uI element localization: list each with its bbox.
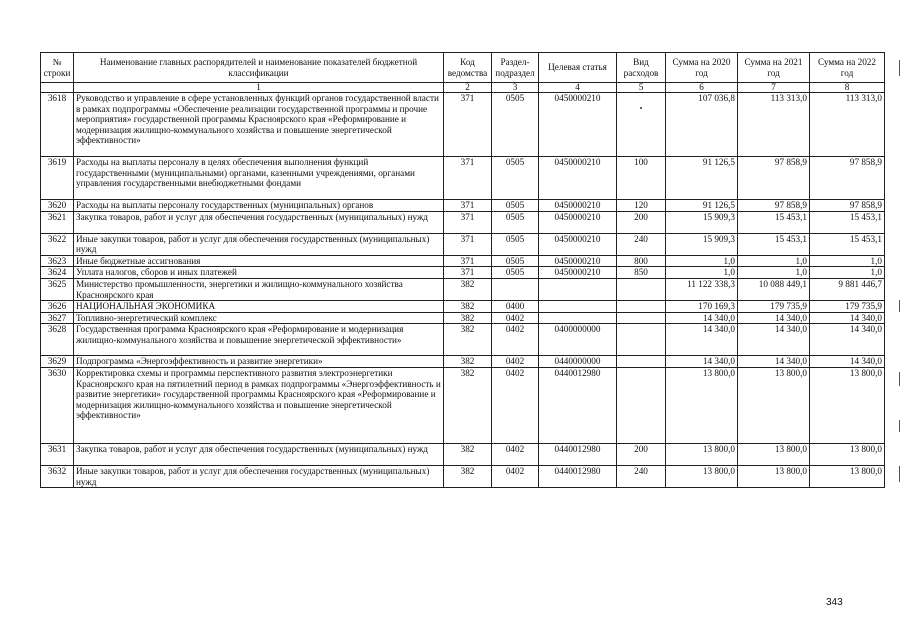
row-sum-2022-cell: 179 735,9 xyxy=(810,301,885,313)
row-dept-code-cell: 382 xyxy=(444,367,492,443)
row-name-cell: Руководство и управление в сфере установленных функций органов государственной власти в рамках подпрограммы «Обеспечение реализации государственной программы и прочие мероприятия» государственной программы Красноярского края «Реформирование и модернизация жилищно-коммунального хозяйства и повышение энергетической эффективности» xyxy=(74,93,444,157)
row-sum-2020-cell: 13 800,0 xyxy=(666,465,738,487)
row-expense-type-cell: 200 xyxy=(617,443,666,465)
row-sum-2021-cell: 10 088 449,1 xyxy=(738,278,810,300)
row-sum-2020-cell: 13 800,0 xyxy=(666,443,738,465)
row-sum-2021-cell: 13 800,0 xyxy=(738,443,810,465)
row-sum-2022-cell: 15 453,1 xyxy=(810,233,885,255)
scan-edge-mark xyxy=(899,372,900,386)
header-section: Раздел-подраздел xyxy=(492,53,539,83)
row-sum-2022-cell: 9 881 446,7 xyxy=(810,278,885,300)
row-expense-type-cell xyxy=(617,301,666,313)
index-cell: 8 xyxy=(810,83,885,93)
row-expense-type-cell: 100 xyxy=(617,157,666,200)
row-sum-2021-cell: 97 858,9 xyxy=(738,157,810,200)
header-expense-type: Вид расходов xyxy=(617,53,666,83)
row-expense-type-cell: 850 xyxy=(617,267,666,279)
row-expense-type-cell: 200 xyxy=(617,211,666,233)
row-number-cell: 3632 xyxy=(41,465,74,487)
row-expense-type-cell xyxy=(617,278,666,300)
row-sum-2021-cell: 1,0 xyxy=(738,255,810,267)
row-expense-type-cell: 800 xyxy=(617,255,666,267)
row-name-cell: Корректировка схемы и программы перспективного развития электроэнергетики Красноярского края на пятилетний период в рамках подпрограммы «Энергоэффективность и развитие энергетики» государственной программы Красноярского края «Реформирование и модернизация жилищно-коммунального хозяйства и повышение энергетической эффективности» xyxy=(74,367,444,443)
row-name-cell: НАЦИОНАЛЬНАЯ ЭКОНОМИКА xyxy=(74,301,444,313)
table-row xyxy=(41,443,885,465)
row-target-cell: 0450000210 xyxy=(539,157,617,200)
row-sum-2020-cell: 1,0 xyxy=(666,267,738,279)
row-name-cell: Государственная программа Красноярского края «Реформирование и модернизация жилищно-коммунального хозяйства и повышение энергетической эффективности» xyxy=(74,324,444,356)
header-sum-2021: Сумма на 2021 год xyxy=(738,53,810,83)
scan-edge-mark xyxy=(899,300,900,312)
row-section-cell: 0402 xyxy=(492,356,539,368)
row-dept-code-cell: 382 xyxy=(444,278,492,300)
row-dept-code-cell: 371 xyxy=(444,200,492,212)
row-sum-2020-cell: 14 340,0 xyxy=(666,356,738,368)
row-dept-code-cell: 382 xyxy=(444,465,492,487)
budget-table-sheet xyxy=(40,52,884,488)
row-dept-code-cell: 382 xyxy=(444,443,492,465)
row-sum-2022-cell: 1,0 xyxy=(810,267,885,279)
row-target-cell: 0450000210 xyxy=(539,233,617,255)
header-dept-code: Код ведомства xyxy=(444,53,492,83)
table-row xyxy=(41,157,885,200)
index-cell: 6 xyxy=(666,83,738,93)
row-expense-type-cell: 120 xyxy=(617,200,666,212)
row-section-cell: 0402 xyxy=(492,367,539,443)
row-sum-2021-cell: 97 858,9 xyxy=(738,200,810,212)
budget-table xyxy=(40,52,885,488)
row-dept-code-cell: 371 xyxy=(444,211,492,233)
index-cell: 5 xyxy=(617,83,666,93)
row-section-cell: 0505 xyxy=(492,211,539,233)
row-section-cell: 0505 xyxy=(492,233,539,255)
row-number-cell: 3631 xyxy=(41,443,74,465)
row-number-cell: 3630 xyxy=(41,367,74,443)
row-sum-2022-cell: 113 313,0 xyxy=(810,93,885,157)
row-section-cell: 0402 xyxy=(492,465,539,487)
header-name: Наименование главных распорядителей и наименование показателей бюджетной классификации xyxy=(74,53,444,83)
row-sum-2020-cell: 11 122 338,3 xyxy=(666,278,738,300)
header-sum-2020: Сумма на 2020 год xyxy=(666,53,738,83)
row-sum-2021-cell: 179 735,9 xyxy=(738,301,810,313)
index-cell: 1 xyxy=(74,83,444,93)
row-sum-2020-cell: 14 340,0 xyxy=(666,324,738,356)
index-row xyxy=(41,83,885,93)
index-cell: 4 xyxy=(539,83,617,93)
row-number-cell: 3624 xyxy=(41,267,74,279)
row-section-cell: 0402 xyxy=(492,312,539,324)
row-sum-2022-cell: 1,0 xyxy=(810,255,885,267)
row-number-cell: 3628 xyxy=(41,324,74,356)
row-sum-2020-cell: 14 340,0 xyxy=(666,312,738,324)
row-number-cell: 3625 xyxy=(41,278,74,300)
row-dept-code-cell: 382 xyxy=(444,312,492,324)
row-sum-2022-cell: 13 800,0 xyxy=(810,367,885,443)
index-cell: 2 xyxy=(444,83,492,93)
scan-dot-mark xyxy=(640,107,642,109)
table-row xyxy=(41,267,885,279)
row-target-cell: 0440000000 xyxy=(539,356,617,368)
row-dept-code-cell: 371 xyxy=(444,267,492,279)
row-dept-code-cell: 371 xyxy=(444,233,492,255)
row-sum-2020-cell: 1,0 xyxy=(666,255,738,267)
row-sum-2021-cell: 113 313,0 xyxy=(738,93,810,157)
row-expense-type-cell xyxy=(617,324,666,356)
index-cell: 7 xyxy=(738,83,810,93)
table-row xyxy=(41,93,885,157)
scan-edge-mark xyxy=(899,420,900,432)
row-section-cell: 0400 xyxy=(492,301,539,313)
table-row xyxy=(41,233,885,255)
row-section-cell: 0505 xyxy=(492,200,539,212)
row-number-cell: 3622 xyxy=(41,233,74,255)
row-number-cell: 3621 xyxy=(41,211,74,233)
row-sum-2021-cell: 14 340,0 xyxy=(738,356,810,368)
row-section-cell: 0505 xyxy=(492,255,539,267)
row-sum-2022-cell: 14 340,0 xyxy=(810,312,885,324)
header-row-number: № строки xyxy=(41,53,74,83)
scan-edge-mark xyxy=(899,60,900,76)
table-row xyxy=(41,278,885,300)
row-number-cell: 3623 xyxy=(41,255,74,267)
row-expense-type-cell xyxy=(617,312,666,324)
row-dept-code-cell: 382 xyxy=(444,356,492,368)
row-name-cell: Закупка товаров, работ и услуг для обеспечения государственных (муниципальных) нужд xyxy=(74,211,444,233)
row-name-cell: Иные бюджетные ассигнования xyxy=(74,255,444,267)
row-sum-2022-cell: 97 858,9 xyxy=(810,200,885,212)
table-row xyxy=(41,367,885,443)
row-name-cell: Закупка товаров, работ и услуг для обеспечения государственных (муниципальных) нужд xyxy=(74,443,444,465)
row-dept-code-cell: 371 xyxy=(444,93,492,157)
table-row xyxy=(41,301,885,313)
row-sum-2021-cell: 15 453,1 xyxy=(738,211,810,233)
row-dept-code-cell: 382 xyxy=(444,301,492,313)
row-sum-2020-cell: 13 800,0 xyxy=(666,367,738,443)
row-expense-type-cell xyxy=(617,367,666,443)
table-row xyxy=(41,465,885,487)
row-target-cell: 0450000210 xyxy=(539,93,617,157)
row-sum-2022-cell: 14 340,0 xyxy=(810,356,885,368)
row-section-cell xyxy=(492,278,539,300)
table-row xyxy=(41,356,885,368)
row-number-cell: 3619 xyxy=(41,157,74,200)
row-sum-2022-cell: 14 340,0 xyxy=(810,324,885,356)
table-row xyxy=(41,324,885,356)
row-section-cell: 0505 xyxy=(492,157,539,200)
table-row xyxy=(41,211,885,233)
row-sum-2020-cell: 91 126,5 xyxy=(666,157,738,200)
header-target: Целевая статья xyxy=(539,53,617,83)
row-sum-2020-cell: 15 909,3 xyxy=(666,211,738,233)
table-body xyxy=(41,93,885,488)
scan-edge-mark xyxy=(899,466,900,482)
row-sum-2022-cell: 97 858,9 xyxy=(810,157,885,200)
row-target-cell xyxy=(539,312,617,324)
row-expense-type-cell: 240 xyxy=(617,233,666,255)
row-target-cell: 0450000210 xyxy=(539,211,617,233)
header-row xyxy=(41,53,885,83)
row-sum-2020-cell: 170 169,3 xyxy=(666,301,738,313)
row-target-cell: 0450000210 xyxy=(539,200,617,212)
row-sum-2022-cell: 15 453,1 xyxy=(810,211,885,233)
header-sum-2022: Сумма на 2022 год xyxy=(810,53,885,83)
row-sum-2022-cell: 13 800,0 xyxy=(810,443,885,465)
row-target-cell: 0440012980 xyxy=(539,465,617,487)
row-dept-code-cell: 371 xyxy=(444,157,492,200)
row-name-cell: Уплата налогов, сборов и иных платежей xyxy=(74,267,444,279)
row-sum-2021-cell: 13 800,0 xyxy=(738,367,810,443)
row-sum-2020-cell: 107 036,8 xyxy=(666,93,738,157)
row-section-cell: 0402 xyxy=(492,324,539,356)
row-number-cell: 3626 xyxy=(41,301,74,313)
table-row xyxy=(41,200,885,212)
row-sum-2021-cell: 15 453,1 xyxy=(738,233,810,255)
row-sum-2022-cell: 13 800,0 xyxy=(810,465,885,487)
row-target-cell: 0440012980 xyxy=(539,367,617,443)
row-dept-code-cell: 382 xyxy=(444,324,492,356)
row-number-cell: 3629 xyxy=(41,356,74,368)
row-sum-2020-cell: 15 909,3 xyxy=(666,233,738,255)
row-number-cell: 3627 xyxy=(41,312,74,324)
row-target-cell xyxy=(539,278,617,300)
row-dept-code-cell: 371 xyxy=(444,255,492,267)
row-section-cell: 0505 xyxy=(492,93,539,157)
row-target-cell: 0450000210 xyxy=(539,255,617,267)
index-cell xyxy=(41,83,74,93)
row-sum-2021-cell: 1,0 xyxy=(738,267,810,279)
row-name-cell: Министерство промышленности, энергетики и жилищно-коммунального хозяйства Красноярского края xyxy=(74,278,444,300)
row-target-cell xyxy=(539,301,617,313)
row-number-cell: 3620 xyxy=(41,200,74,212)
row-expense-type-cell: 240 xyxy=(617,465,666,487)
index-cell: 3 xyxy=(492,83,539,93)
page-number: 343 xyxy=(826,597,843,608)
row-expense-type-cell xyxy=(617,93,666,157)
row-section-cell: 0402 xyxy=(492,443,539,465)
row-name-cell: Иные закупки товаров, работ и услуг для обеспечения государственных (муниципальных) нужд xyxy=(74,233,444,255)
row-section-cell: 0505 xyxy=(492,267,539,279)
row-name-cell: Топливно-энергетический комплекс xyxy=(74,312,444,324)
row-name-cell: Иные закупки товаров, работ и услуг для обеспечения государственных (муниципальных) нужд xyxy=(74,465,444,487)
row-expense-type-cell xyxy=(617,356,666,368)
row-number-cell: 3618 xyxy=(41,93,74,157)
table-row xyxy=(41,312,885,324)
row-target-cell: 0400000000 xyxy=(539,324,617,356)
row-sum-2021-cell: 14 340,0 xyxy=(738,324,810,356)
table-row xyxy=(41,255,885,267)
row-name-cell: Расходы на выплаты персоналу в целях обеспечения выполнения функций государственными (муниципальными) органами, казенными учреждениями, органами управления государственными внебюджетными фондами xyxy=(74,157,444,200)
row-name-cell: Расходы на выплаты персоналу государственных (муниципальных) органов xyxy=(74,200,444,212)
row-target-cell: 0440012980 xyxy=(539,443,617,465)
row-sum-2020-cell: 91 126,5 xyxy=(666,200,738,212)
row-sum-2021-cell: 14 340,0 xyxy=(738,312,810,324)
row-sum-2021-cell: 13 800,0 xyxy=(738,465,810,487)
row-name-cell: Подпрограмма «Энергоэффективность и развитие энергетики» xyxy=(74,356,444,368)
row-target-cell: 0450000210 xyxy=(539,267,617,279)
